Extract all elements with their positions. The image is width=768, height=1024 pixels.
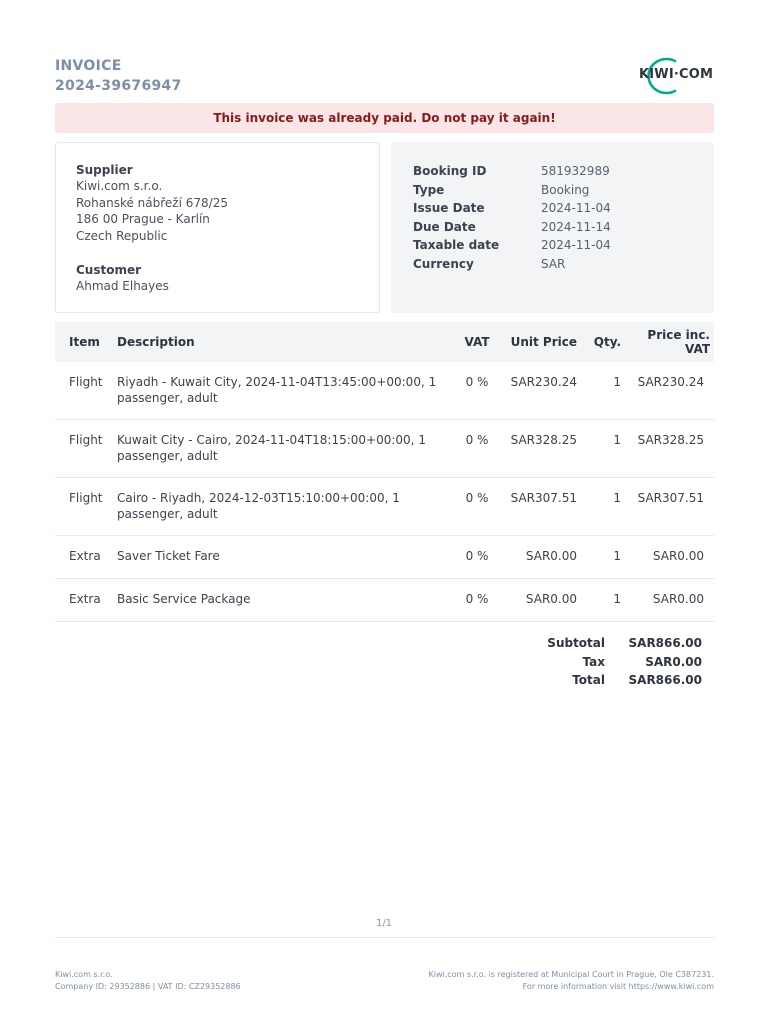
tax-label: Tax — [582, 654, 605, 669]
cell-qty: 1 — [613, 433, 621, 447]
detail-value: 2024-11-04 — [541, 201, 611, 216]
detail-value: Booking — [541, 182, 590, 197]
cell-item: Flight — [69, 491, 103, 505]
invoice-title: INVOICE — [55, 58, 122, 74]
detail-taxable-date — [413, 236, 692, 255]
footer-registration-info — [429, 969, 714, 993]
detail-value: SAR — [541, 256, 566, 271]
paid-alert-banner: This invoice was already paid. Do not pay it again! — [55, 103, 714, 133]
cell-total: SAR0.00 — [652, 592, 704, 607]
line-items-table — [55, 322, 714, 622]
cell-description: Kuwait City - Cairo, 2024-11-04T18:15:00+00:00, 1 passenger, adult — [117, 433, 426, 463]
kiwi-logo — [631, 56, 715, 96]
detail-type — [413, 181, 692, 200]
page-number: 1/1 — [375, 918, 393, 929]
cell-vat: 0 % — [465, 549, 489, 564]
cell-vat: 0 % — [465, 491, 489, 505]
total-value: SAR866.00 — [628, 673, 702, 688]
cell-unit-price: SAR0.00 — [525, 549, 577, 564]
footer-divider — [55, 937, 714, 938]
cell-vat: 0 % — [465, 375, 489, 389]
booking-details-box — [391, 142, 714, 313]
footer-company-ids: Company ID: 29352886 | VAT ID: CZ29352886 — [55, 982, 241, 991]
cell-qty: 1 — [613, 592, 621, 607]
subtotal-row — [455, 634, 702, 653]
total-row — [455, 671, 702, 690]
subtotal-label: Subtotal — [547, 636, 605, 650]
supplier-label: Supplier — [76, 163, 133, 177]
invoice-header — [55, 56, 715, 100]
cell-total: SAR230.24 — [637, 375, 704, 389]
table-row — [55, 362, 714, 420]
table-row — [55, 579, 714, 622]
table-header — [55, 322, 714, 362]
detail-issue-date — [413, 199, 692, 218]
header-unit-price: Unit Price — [510, 335, 577, 349]
detail-due-date — [413, 218, 692, 237]
cell-total: SAR307.51 — [637, 491, 704, 505]
detail-key: Due Date — [413, 219, 476, 234]
footer-company-info — [55, 969, 241, 993]
cell-vat: 0 % — [465, 592, 489, 607]
supplier-street: Rohanské nábřeží 678/25 — [76, 195, 228, 210]
cell-total: SAR328.25 — [637, 433, 704, 447]
detail-value: 581932989 — [541, 164, 610, 178]
cell-item: Extra — [69, 592, 101, 607]
cell-vat: 0 % — [465, 433, 489, 447]
customer-label: Customer — [76, 263, 142, 277]
detail-value: 2024-11-14 — [541, 219, 611, 234]
table-row — [55, 420, 714, 478]
invoice-number: 2024-39676947 — [55, 78, 182, 94]
cell-description: Riyadh - Kuwait City, 2024-11-04T13:45:00+00:00, 1 passenger, adult — [117, 375, 437, 405]
logo-text: KIWI·COM — [639, 67, 714, 82]
parties-box — [55, 142, 380, 313]
tax-row — [455, 653, 702, 672]
tax-value: SAR0.00 — [645, 654, 702, 669]
header-vat: VAT — [464, 335, 490, 349]
cell-unit-price: SAR328.25 — [510, 433, 577, 447]
cell-item: Flight — [69, 375, 103, 389]
cell-qty: 1 — [613, 375, 621, 389]
cell-unit-price: SAR307.51 — [510, 491, 577, 505]
detail-currency — [413, 255, 692, 274]
customer-name: Ahmad Elhayes — [76, 279, 169, 293]
supplier-city: 186 00 Prague - Karlín — [76, 212, 210, 226]
total-label: Total — [572, 673, 605, 688]
detail-booking-id — [413, 162, 692, 181]
cell-item: Extra — [69, 549, 101, 564]
cell-item: Flight — [69, 433, 103, 447]
table-row — [55, 478, 714, 536]
supplier-country: Czech Republic — [76, 228, 168, 243]
detail-key: Issue Date — [413, 201, 485, 216]
cell-description: Basic Service Package — [117, 592, 251, 607]
cell-total: SAR0.00 — [652, 549, 704, 564]
cell-description: Saver Ticket Fare — [117, 549, 220, 564]
cell-unit-price: SAR0.00 — [525, 592, 577, 607]
cell-description: Cairo - Riyadh, 2024-12-03T15:10:00+00:00, 1 passenger, adult — [117, 491, 400, 521]
detail-key: Currency — [413, 256, 474, 271]
header-item: Item — [69, 335, 100, 349]
cell-unit-price: SAR230.24 — [510, 375, 577, 389]
footer-website: For more information visit https://www.kiwi.com — [522, 982, 714, 991]
totals-block — [455, 634, 702, 690]
detail-key: Taxable date — [413, 238, 500, 253]
detail-value: 2024-11-04 — [541, 238, 611, 253]
cell-qty: 1 — [613, 549, 621, 564]
footer-company-name: Kiwi.com s.r.o. — [55, 970, 113, 979]
supplier-name: Kiwi.com s.r.o. — [76, 179, 163, 193]
header-total: Price inc. VAT — [647, 328, 710, 356]
header-description: Description — [117, 335, 195, 349]
header-qty: Qty. — [593, 335, 621, 349]
footer-registration: Kiwi.com s.r.o. is registered at Municipal Court in Prague, Ole C387231. — [428, 970, 714, 979]
table-row — [55, 536, 714, 579]
detail-key: Type — [413, 182, 445, 197]
detail-key: Booking ID — [413, 164, 487, 178]
cell-qty: 1 — [613, 491, 621, 505]
subtotal-value: SAR866.00 — [628, 636, 702, 650]
